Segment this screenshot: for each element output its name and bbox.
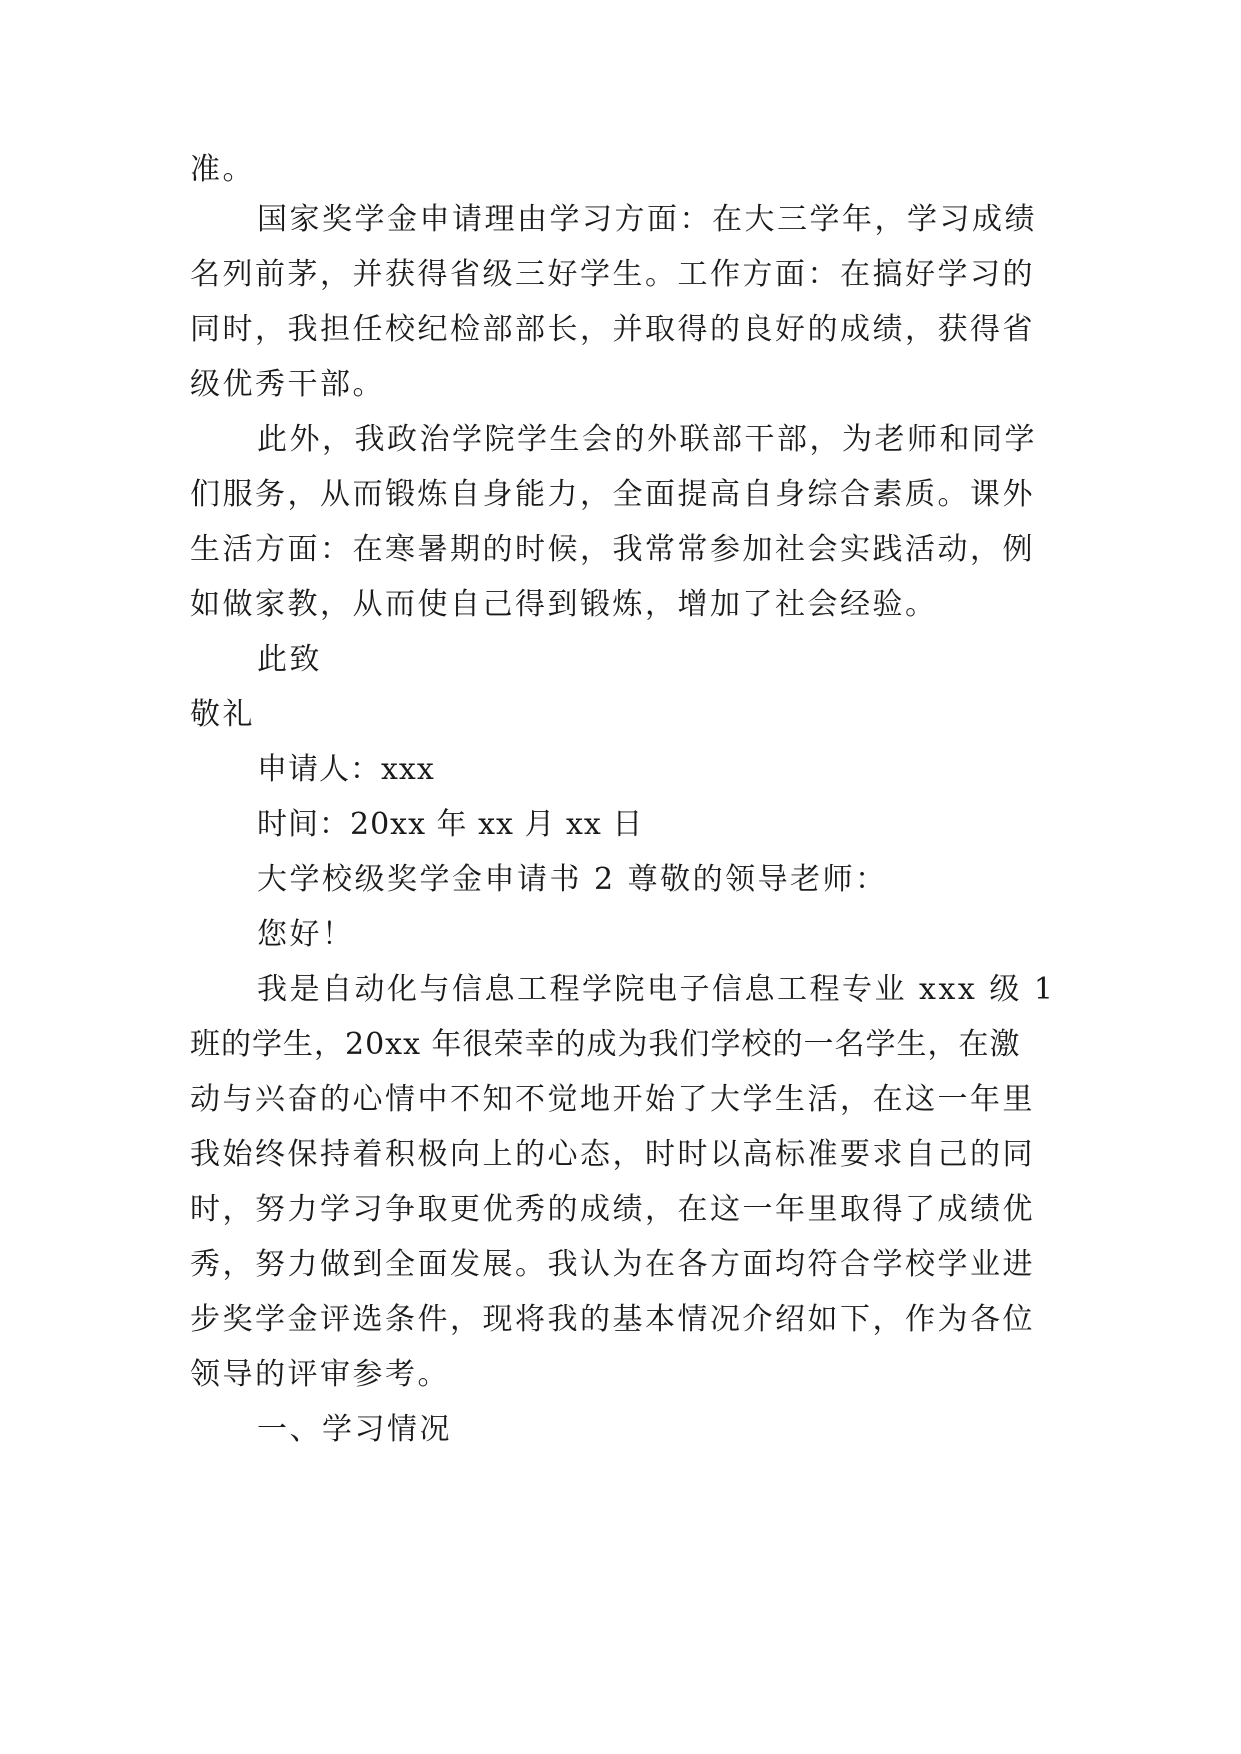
text-line: 准。 (190, 152, 255, 187)
text-line: 领导的评审参考。 (190, 1357, 450, 1392)
text-line: 时，努力学习争取更优秀的成绩，在这一年里取得了成绩优 (190, 1192, 1035, 1227)
text-line: 此外，我政治学院学生会的外联部干部，为老师和同学 (257, 422, 1037, 457)
text-line: 我始终保持着积极向上的心态，时时以高标准要求自己的同 (190, 1137, 1035, 1172)
text-line: 国家奖学金申请理由学习方面：在大三学年，学习成绩 (257, 202, 1037, 237)
text-line: 此致 (257, 642, 322, 677)
text-line: 秀，努力做到全面发展。我认为在各方面均符合学校学业进 (190, 1247, 1035, 1282)
text-line: 名列前茅，并获得省级三好学生。工作方面：在搞好学习的 (190, 257, 1035, 292)
text-line: 敬礼 (190, 697, 255, 732)
text-line: 同时，我担任校纪检部部长，并取得的良好的成绩，获得省 (190, 312, 1035, 347)
text-line: 大学校级奖学金申请书 2 尊敬的领导老师： (257, 862, 888, 897)
section-heading: 一、学习情况 (257, 1412, 452, 1447)
text-line: 动与兴奋的心情中不知不觉地开始了大学生活，在这一年里 (190, 1082, 1035, 1117)
text-line: 时间：20xx 年 xx 月 xx 日 (257, 807, 644, 842)
text-line: 们服务，从而锻炼自身能力，全面提高自身综合素质。课外 (190, 477, 1035, 512)
text-line: 申请人：xxx (257, 752, 435, 787)
text-line: 生活方面：在寒暑期的时候，我常常参加社会实践活动，例 (190, 532, 1035, 567)
text-line: 如做家教，从而使自己得到锻炼，增加了社会经验。 (190, 587, 938, 622)
text-line: 级优秀干部。 (190, 367, 385, 402)
text-line: 步奖学金评选条件，现将我的基本情况介绍如下，作为各位 (190, 1302, 1035, 1337)
text-line: 班的学生，20xx 年很荣幸的成为我们学校的一名学生，在激 (190, 1027, 1021, 1062)
text-line: 您好！ (257, 917, 355, 952)
text-line: 我是自动化与信息工程学院电子信息工程专业 xxx 级 1 (257, 972, 1056, 1007)
